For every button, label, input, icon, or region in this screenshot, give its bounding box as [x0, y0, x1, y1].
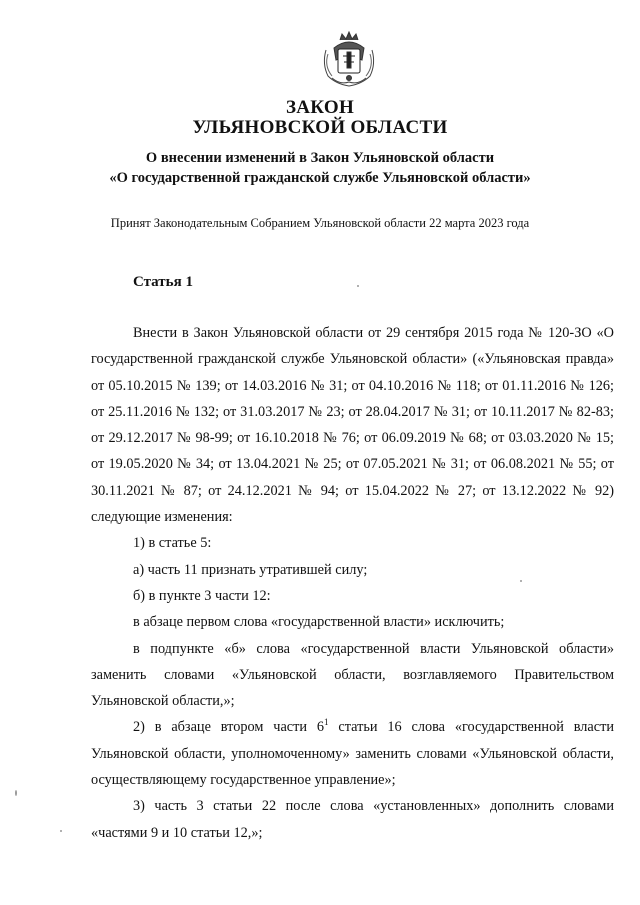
- item-1a: а) часть 11 признать утратившей силу;: [133, 561, 368, 578]
- item-3: 3) часть 3 статьи 22 после слова «установленных» дополнить словами «частями 9 и 10 статьи 12,»;: [91, 798, 614, 841]
- law-subtitle-line2: «О государственной гражданской службе Ульяновской области»: [109, 170, 531, 186]
- scan-speck: [357, 285, 359, 287]
- article-heading: Статья 1: [133, 274, 193, 290]
- law-title: ЗАКОН: [285, 97, 355, 118]
- scan-speck: [15, 790, 17, 796]
- law-region-title: УЛЬЯНОВСКОЙ ОБЛАСТИ: [192, 117, 448, 138]
- scan-speck: [60, 830, 62, 832]
- article-intro-paragraph: Внести в Закон Ульяновской области от 29 сентября 2015 года № 120-ЗО «О государственной гражданской службе Ульяновской области» («Ульяновская правда» от 05.10.2015 № 139; от 14.03.2016 № 31; от 04.10.2016 № 118; от 01.11.2016 № 126; от 25.11.2016 № 132; от 31.03.2017 № 23; от 28.04.2017 № 31; от 10.11.2017 № 82-83; от 29.12.2017 № 98-99; от 16.10.2018 № 76; от 06.09.2019 № 68; от 03.03.2020 № 15; от 19.05.2020 № 34; от 13.04.2021 № 25; от 07.05.2021 № 31; от 06.08.2021 № 55; от 30.11.2021 № 87; от 24.12.2021 № 94; от 15.04.2022 № 27; от 13.12.2022 № 92) следующие изменения:: [91, 325, 614, 526]
- item-2-superscript: 1: [324, 717, 329, 728]
- coat-of-arms-emblem: [318, 30, 380, 88]
- item-2: [91, 714, 614, 793]
- item-1b: б) в пункте 3 части 12:: [133, 587, 271, 604]
- item-2-start: 2) в абзаце втором части 6: [133, 719, 325, 736]
- scan-speck: [520, 580, 522, 582]
- item-1b-paragraph-2: в подпункте «б» слова «государственной власти Ульяновской области» заменить словами «Ульяновской области, возглавляемого Правительством Ульяновской области,»;: [91, 640, 614, 710]
- item-1: 1) в статье 5:: [133, 535, 212, 552]
- item-1b-paragraph-1: в абзаце первом слова «государственной власти» исключить;: [133, 614, 505, 631]
- item-2-end: статьи 16 слова «государственной власти Ульяновской области, уполномоченному» заменить словами «Ульяновской области, осуществляющему государственное управление»;: [91, 719, 614, 789]
- adoption-note: Принят Законодательным Собранием Ульяновской области 22 марта 2023 года: [110, 216, 530, 230]
- law-subtitle-line1: О внесении изменений в Закон Ульяновской области: [145, 150, 495, 166]
- article-body: [91, 320, 614, 846]
